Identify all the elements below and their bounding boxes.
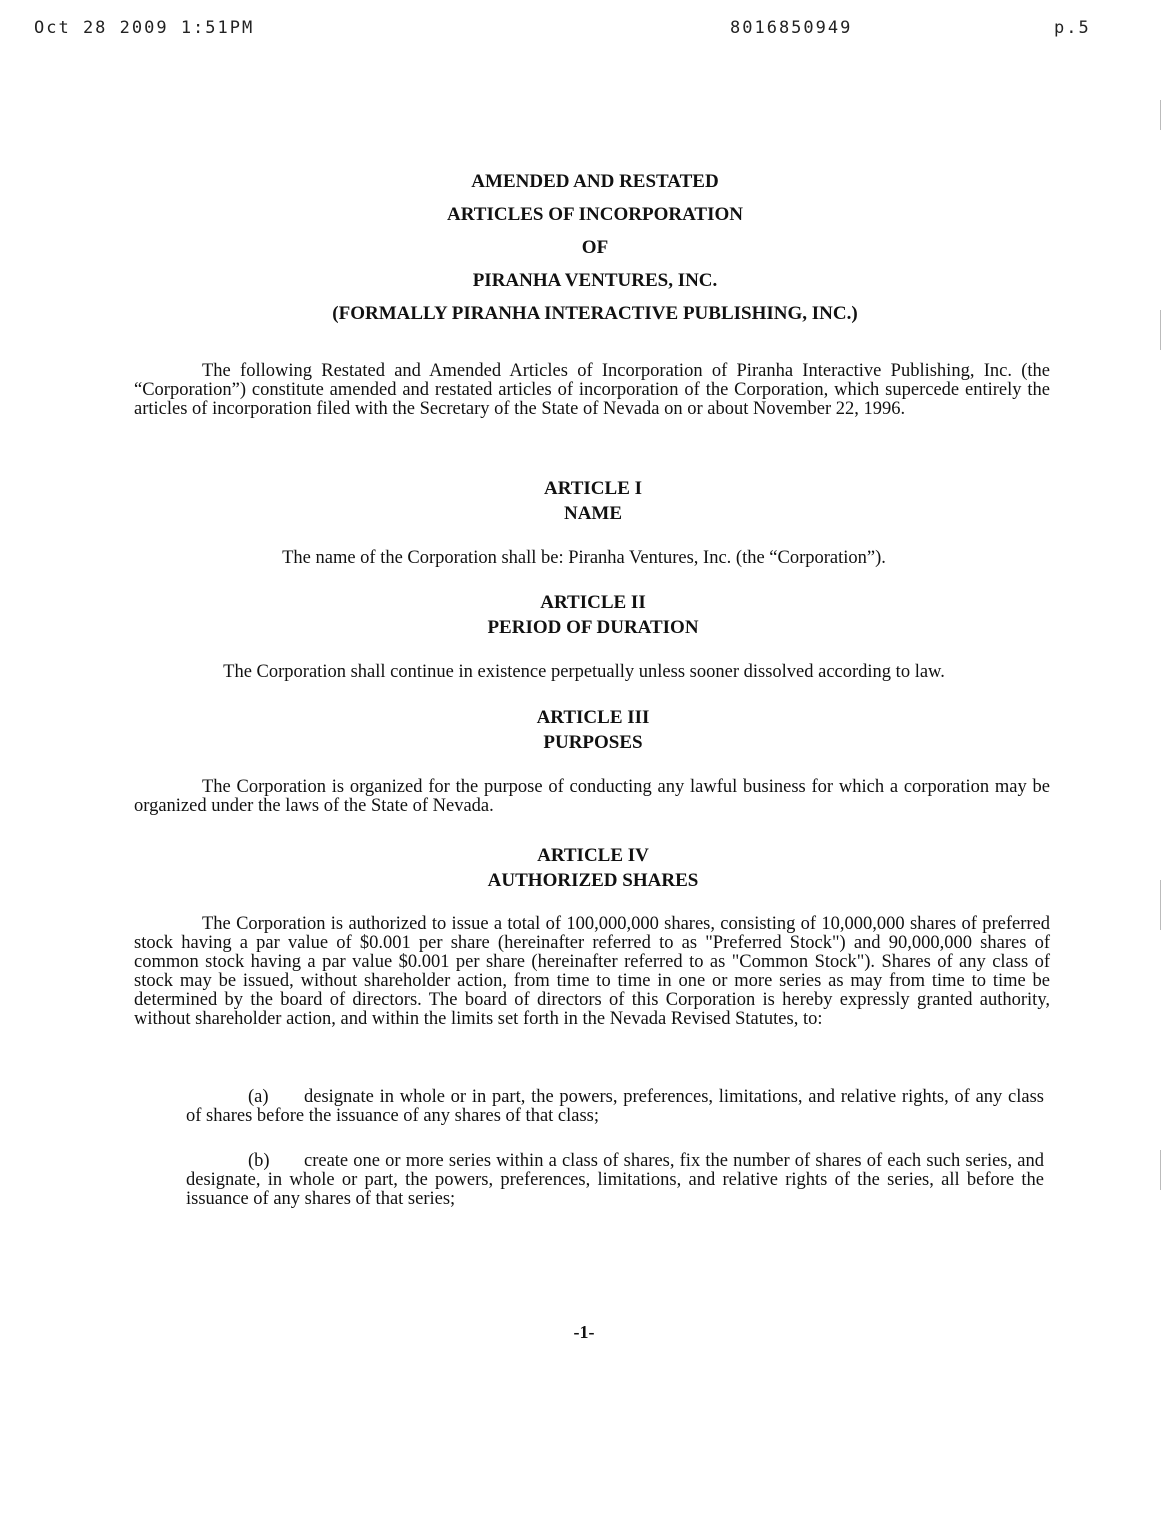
scan-artifact: [1160, 1150, 1161, 1190]
article-3-heading: [0, 705, 1168, 755]
article-4-item-a: [186, 1088, 1044, 1126]
title-line-5: (FORMALLY PIRANHA INTERACTIVE PUBLISHING, INC.): [332, 303, 858, 324]
article-3-number: ARTICLE III: [536, 707, 650, 728]
article-2-heading: [0, 590, 1168, 640]
document-title: [0, 168, 1168, 333]
article-4-number: ARTICLE IV: [537, 845, 649, 866]
article-1-title: NAME: [563, 503, 623, 524]
article-2-title: PERIOD OF DURATION: [487, 617, 699, 638]
article-3-text: The Corporation is organized for the purpose of conducting any lawful business for which a corporation may be organized under the laws of the State of Nevada.: [134, 777, 1050, 816]
article-2-number: ARTICLE II: [540, 592, 646, 613]
article-2-text: The Corporation shall continue in existence perpetually unless sooner dissolved according to law.: [223, 662, 945, 682]
title-line-4: PIRANHA VENTURES, INC.: [472, 270, 718, 291]
fax-number: 8016850949: [730, 18, 853, 38]
article-1-text: The name of the Corporation shall be: Piranha Ventures, Inc. (the “Corporation”).: [282, 548, 886, 568]
scan-artifact: [1160, 310, 1161, 350]
article-1-number: ARTICLE I: [543, 478, 643, 499]
item-a-text: designate in whole or in part, the powers, preferences, limitations, and relative rights, of any class of shares before the issuance of any shares of that class;: [186, 1087, 1044, 1126]
title-line-2: ARTICLES OF INCORPORATION: [447, 204, 743, 225]
page-number: -1-: [573, 1322, 595, 1342]
article-4-text: The Corporation is authorized to issue a total of 100,000,000 shares, consisting of 10,000,000 shares of preferred stock having a par value of $0.001 per share (hereinafter referred to as "Preferred Stock") and 90,000,000 shares of common stock having a par value $0.001 per share (hereinafter referred to as "Common Stock"). Shares of any class of stock may be issued, without shareholder action, from time to time in one or more series as may from time to time be determined by the board of directors. The board of directors of this Corporation is hereby expressly granted authority, without shareholder action, and within the limits set forth in the Nevada Revised Statutes, to:: [134, 914, 1050, 1029]
preamble-paragraph: The following Restated and Amended Articles of Incorporation of Piranha Interactive Publishing, Inc. (the “Corporation”) constitute amended and restated articles of incorporation of the Corporation, which supercede entirely the articles of incorporation filed with the Secretary of the State of Nevada on or about November 22, 1996.: [134, 361, 1050, 419]
title-line-1: AMENDED AND RESTATED: [471, 171, 719, 192]
article-4-heading: [0, 843, 1168, 893]
article-3-title: PURPOSES: [543, 732, 643, 753]
scan-artifact: [1160, 880, 1161, 930]
scan-artifact: [1160, 100, 1161, 130]
fax-page-number: p.5: [1054, 18, 1091, 38]
article-4-item-b: [186, 1152, 1044, 1209]
article-4-title: AUTHORIZED SHARES: [487, 870, 699, 891]
fax-date-time: Oct 28 2009 1:51PM: [34, 18, 255, 38]
fax-header: [0, 18, 1168, 42]
item-a-label: (a): [248, 1087, 269, 1107]
item-b-label: (b): [248, 1151, 270, 1171]
item-b-text: create one or more series within a class of shares, fix the number of shares of each such series, and designate, in whole or part, the powers, preferences, limitations, and relative rights of the series, all before the issuance of any shares of that series;: [186, 1151, 1044, 1209]
article-1-heading: [0, 476, 1168, 526]
title-line-3: OF: [581, 237, 609, 258]
